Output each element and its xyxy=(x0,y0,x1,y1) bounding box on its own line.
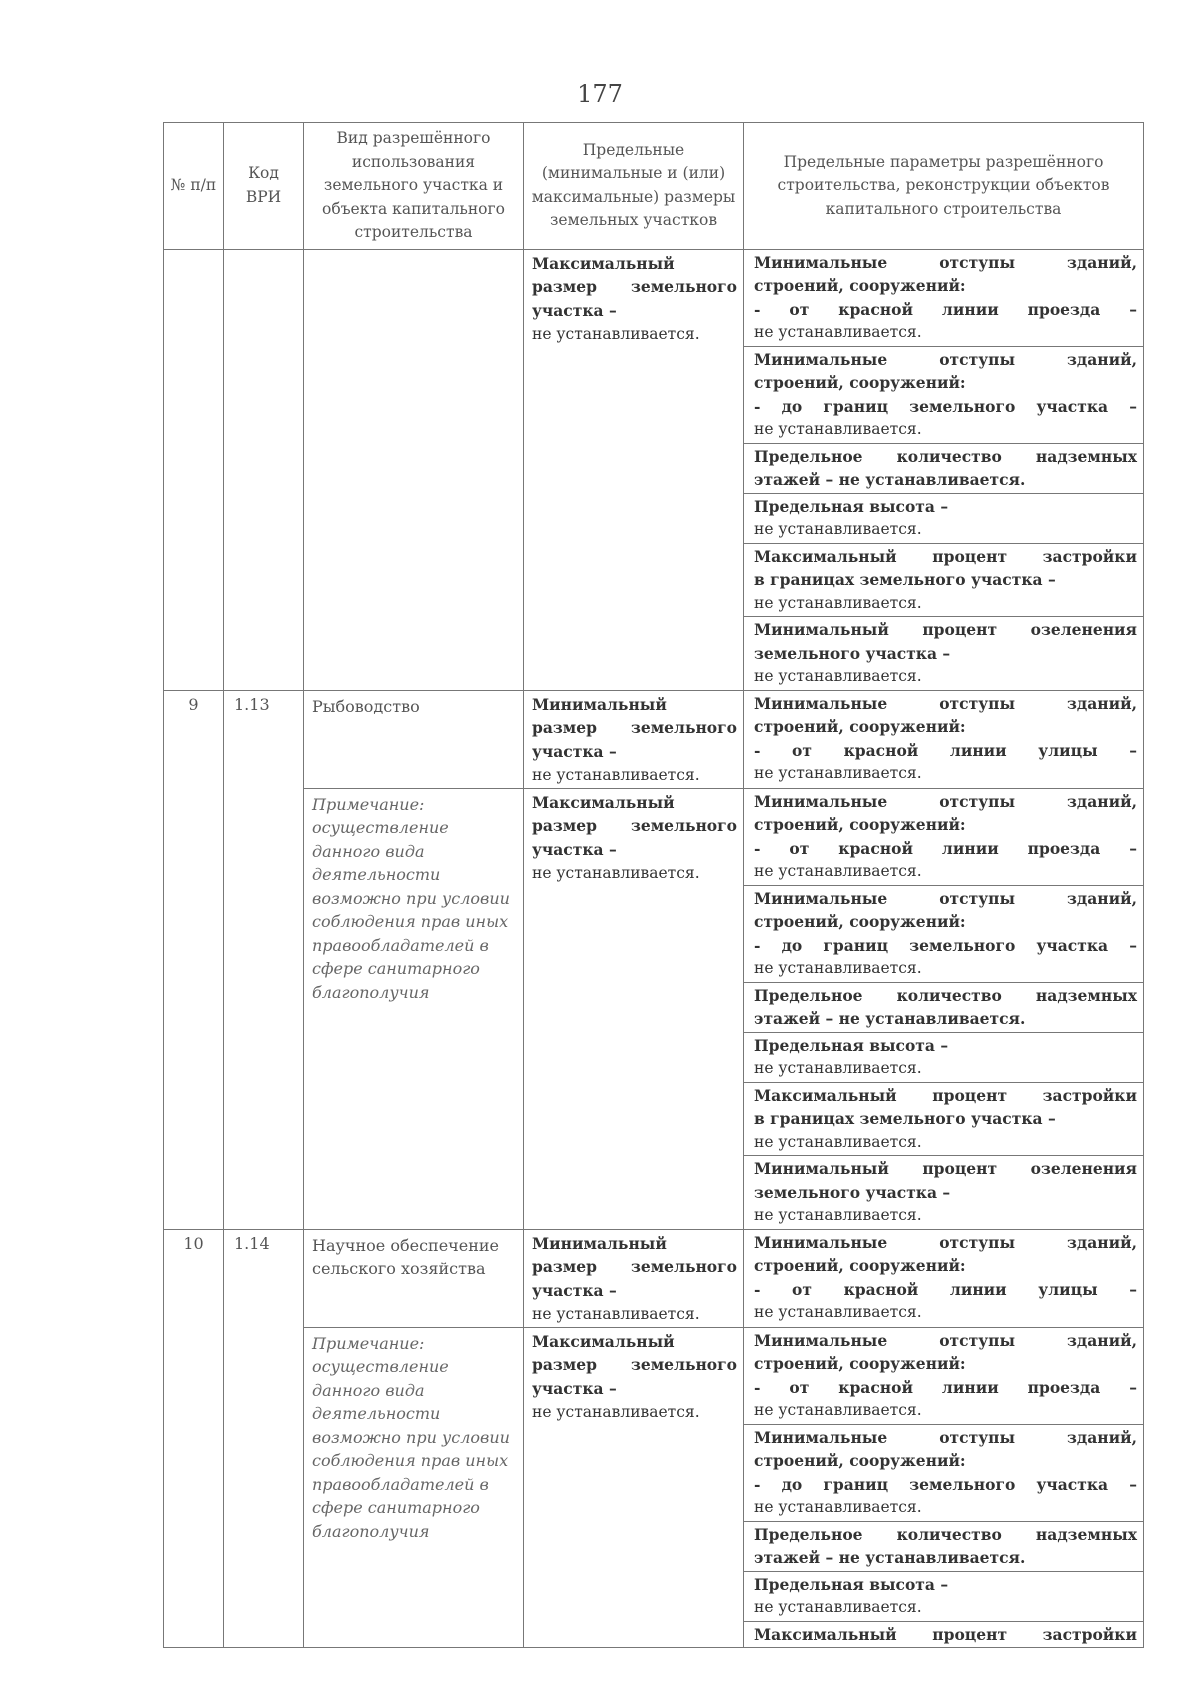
header-kind: Вид разрешённого использования земельного участка и объекта капитального строительства xyxy=(304,123,524,250)
cell-name: Научное обеспечение сельского хозяйства xyxy=(304,1229,524,1327)
cell-size: Максимальный размер земельного участка – не устанавливается. xyxy=(524,1327,744,1648)
param-indent-borders: Минимальные отступы зданий, строений, сооружений: - до границ земельного участка – не устанавливается. xyxy=(744,886,1143,983)
param-green-percent: Минимальный процент озеленения земельного участка – не устанавливается. xyxy=(754,620,1137,685)
header-params: Предельные параметры разрешённого строительства, реконструкции объектов капитального строительства xyxy=(744,123,1144,250)
cell-note: Примечание: осуществление данного вида деятельности возможно при условии соблюдения прав иных правообладателей в сфере санитарного благополучия xyxy=(304,788,524,1229)
param-indent-borders: Минимальные отступы зданий, строений, сооружений: - до границ земельного участка – не устанавливается. xyxy=(744,347,1143,444)
param-floors: Предельное количество надземных этажей – не устанавливается. xyxy=(744,983,1143,1033)
cell-num xyxy=(164,249,224,690)
table-row xyxy=(164,249,1144,690)
param-indent-passage: Минимальные отступы зданий, строений, сооружений: - от красной линии проезда – не устанавливается. xyxy=(744,1328,1143,1425)
cell-params xyxy=(744,1327,1144,1648)
land-use-table xyxy=(163,122,1144,1648)
cell-params xyxy=(744,788,1144,1229)
cell-code xyxy=(224,249,304,690)
table-row xyxy=(164,1229,1144,1327)
cell-size: Максимальный размер земельного участка – не устанавливается. xyxy=(524,788,744,1229)
param-floors: Предельное количество надземных этажей – не устанавливается. xyxy=(744,444,1143,494)
cell-params xyxy=(744,690,1144,788)
table-row xyxy=(164,690,1144,788)
cell-params xyxy=(744,1229,1144,1327)
param-build-percent: Максимальный процент застройки в границах земельного участка – не устанавливается. xyxy=(744,544,1143,618)
table-row xyxy=(164,1327,1144,1648)
param-height: Предельная высота – не устанавливается. xyxy=(744,494,1143,544)
cell-num: 10 xyxy=(164,1229,224,1648)
size-value: не устанавливается. xyxy=(532,325,700,343)
cell-num: 9 xyxy=(164,690,224,1229)
cell-code: 1.14 xyxy=(224,1229,304,1648)
page-number: 177 xyxy=(577,80,623,108)
param-indent-borders: Минимальные отступы зданий, строений, сооружений: - до границ земельного участка – не устанавливается. xyxy=(744,1425,1143,1522)
cell-size: Минимальный размер земельного участка – не устанавливается. xyxy=(524,1229,744,1327)
param-floors: Предельное количество надземных этажей – не устанавливается. xyxy=(744,1522,1143,1572)
header-num: № п/п xyxy=(164,123,224,250)
param-build-percent: Максимальный процент застройки xyxy=(754,1624,1137,1644)
size-line: размер земельного xyxy=(532,277,737,296)
table-header-row xyxy=(164,123,1144,250)
cell-note: Примечание: осуществление данного вида деятельности возможно при условии соблюдения прав иных правообладателей в сфере санитарного благополучия xyxy=(304,1327,524,1648)
header-code: Код ВРИ xyxy=(224,123,304,250)
param-build-percent: Максимальный процент застройки в границах земельного участка – не устанавливается. xyxy=(744,1083,1143,1157)
param-indent-street: Минимальные отступы зданий, строений, сооружений: - от красной линии улицы – не устанавливается. xyxy=(754,693,1137,782)
table-row xyxy=(164,788,1144,1229)
cell-size: Минимальный размер земельного участка – не устанавливается. xyxy=(524,690,744,788)
param-green-percent: Минимальный процент озеленения земельного участка – не устанавливается. xyxy=(754,1159,1137,1224)
cell-name xyxy=(304,249,524,690)
size-plot: участка – xyxy=(532,300,617,320)
cell-params xyxy=(744,249,1144,690)
header-sizes: Предельные (минимальные и (или) максимальные) размеры земельных участков xyxy=(524,123,744,250)
param-indent-passage: Минимальные отступы зданий, строений, сооружений: - от красной линии проезда – не устанавливается. xyxy=(744,789,1143,886)
param-height: Предельная высота – не устанавливается. xyxy=(744,1033,1143,1083)
param-height: Предельная высота – не устанавливается. xyxy=(744,1572,1143,1622)
param-indent-street: Минимальные отступы зданий, строений, сооружений: - от красной линии улицы – не устанавливается. xyxy=(754,1232,1137,1321)
cell-size xyxy=(524,249,744,690)
size-title: Максимальный xyxy=(532,253,675,273)
cell-code: 1.13 xyxy=(224,690,304,1229)
param-indent-passage: Минимальные отступы зданий, строений, сооружений: - от красной линии проезда – не устанавливается. xyxy=(744,250,1143,347)
cell-name: Рыбоводство xyxy=(304,690,524,788)
